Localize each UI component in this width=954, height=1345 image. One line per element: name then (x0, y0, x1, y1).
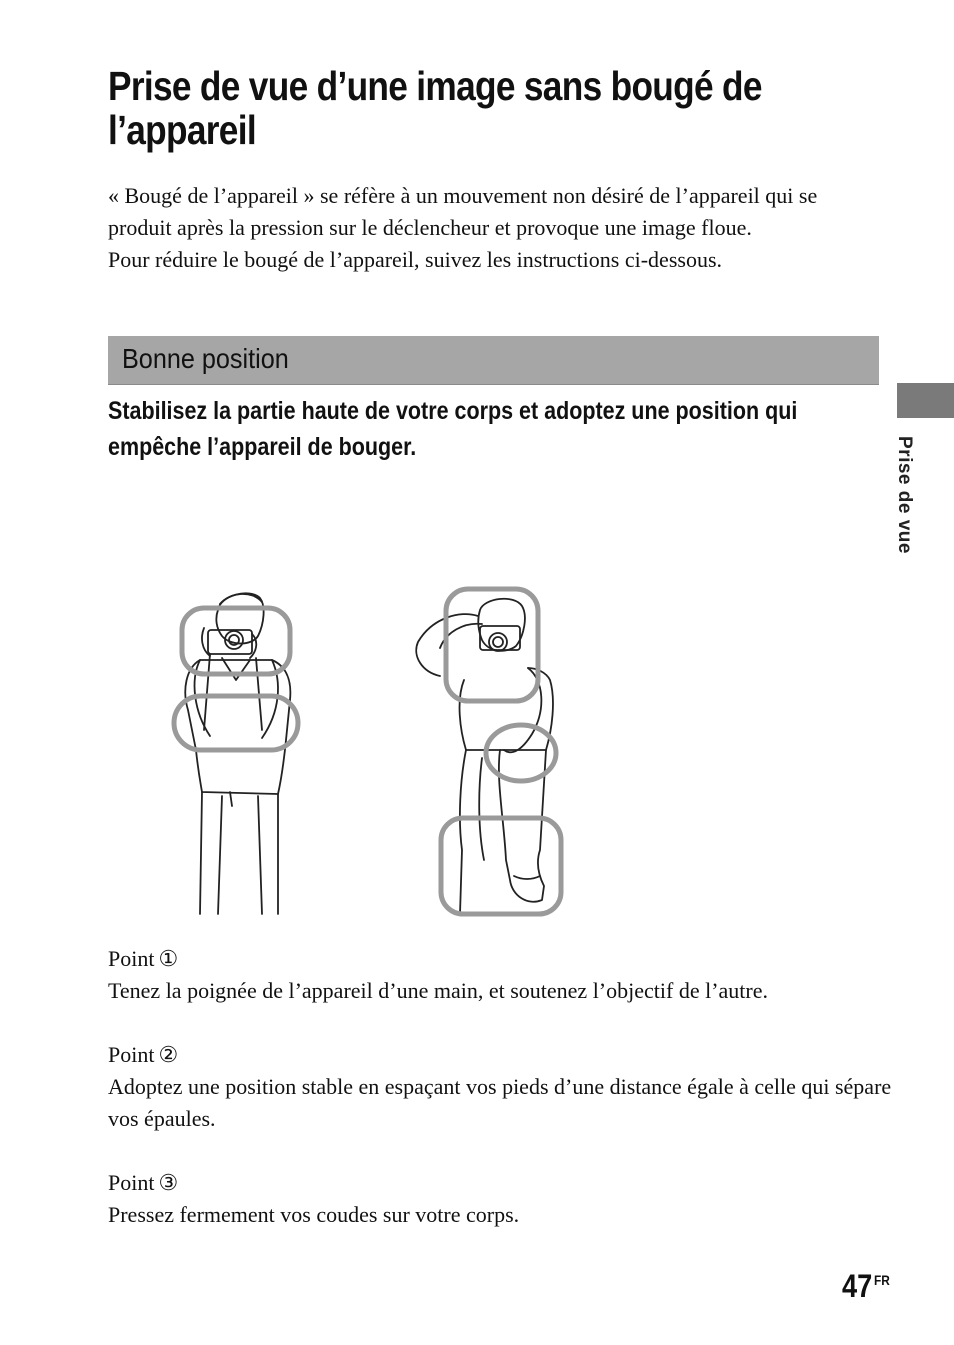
highlight-ring-elbows (174, 696, 298, 750)
point-number: ③ (158, 1170, 179, 1195)
point-text: Tenez la poignée de l’appareil d’une main, et soutenez l’objectif de l’autre. (108, 978, 768, 1003)
point-heading (108, 1039, 898, 1071)
intro-paragraph-1: « Bougé de l’appareil » se réfère à un mouvement non désiré de l’appareil qui se produit après la pression sur le déclencheur et provoque une image floue. (108, 183, 818, 240)
posture-illustration (160, 580, 580, 920)
point-heading (108, 943, 898, 975)
section-subheading: Stabilisez la partie haute de votre corps et adoptez une position qui empêche l’appareil de bouger. (108, 397, 798, 461)
side-chapter-label: Prise de vue (894, 436, 915, 554)
point-item (108, 1167, 898, 1231)
points-list (108, 943, 898, 1263)
point-label: Point (108, 1042, 155, 1067)
page-title: Prise de vue d’une image sans bougé de l’appareil (108, 63, 762, 153)
section-heading-bar (108, 336, 879, 385)
page-number (842, 1268, 890, 1305)
page-number-suffix: FR (873, 1272, 890, 1288)
point-number: ② (158, 1042, 179, 1067)
section-heading: Bonne position (122, 343, 289, 374)
point-heading (108, 1167, 898, 1199)
point-text: Pressez fermement vos coudes sur votre corps. (108, 1202, 520, 1227)
point-number: ① (158, 946, 179, 971)
intro-text (108, 180, 878, 276)
point-item (108, 943, 898, 1007)
point-text: Adoptez une position stable en espaçant vos pieds d’une distance égale à celle qui sépare vos épaules. (108, 1074, 892, 1131)
point-label: Point (108, 946, 155, 971)
intro-paragraph-2: Pour réduire le bougé de l’appareil, suivez les instructions ci-dessous. (108, 247, 723, 272)
side-tab-marker (897, 383, 954, 418)
standing-photographer-figure (185, 593, 290, 914)
highlight-ring-camera (446, 589, 538, 701)
page-number-value: 47 (842, 1268, 873, 1304)
point-label: Point (108, 1170, 155, 1195)
point-item (108, 1039, 898, 1135)
highlight-ring-feet (441, 818, 561, 914)
